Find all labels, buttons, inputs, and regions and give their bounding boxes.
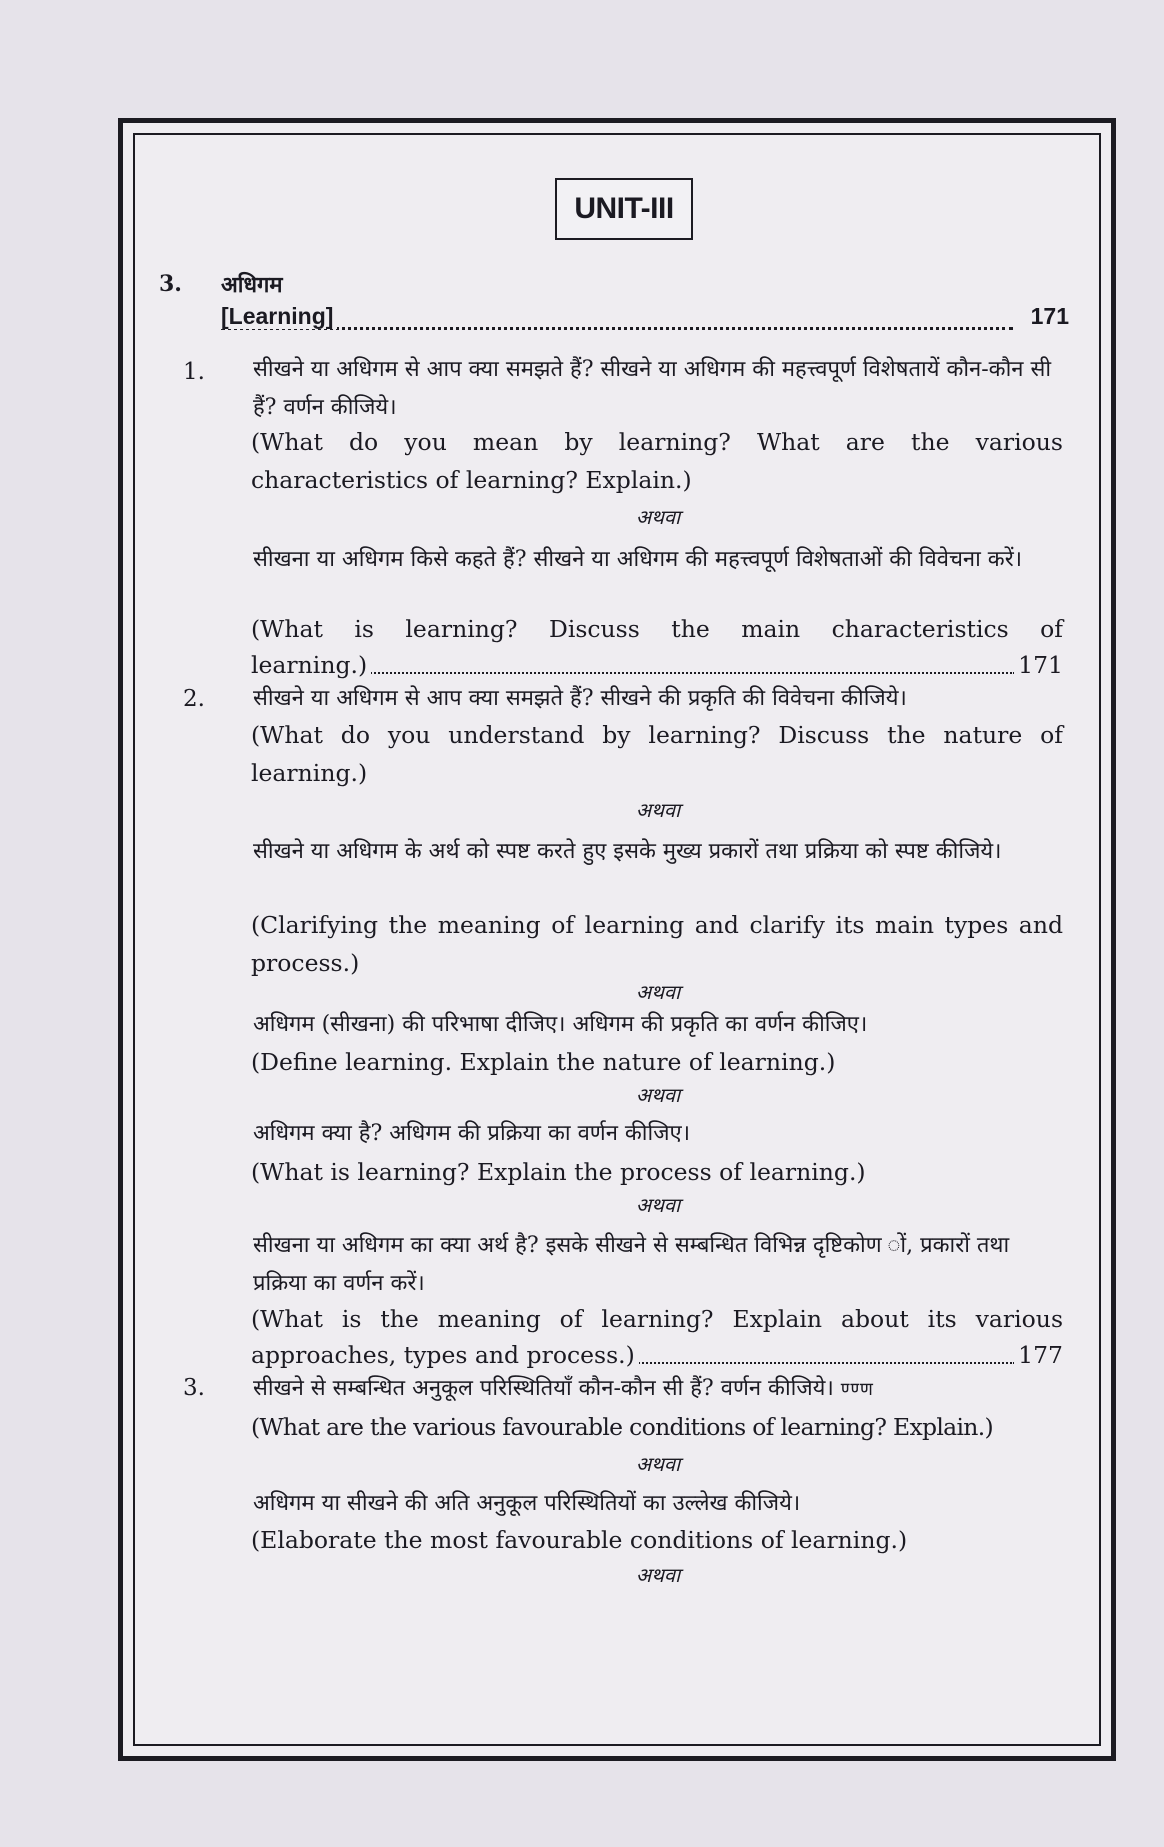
question-2-alt4-english: (What is the meaning of learning? Explain about its various — [251, 1305, 1063, 1333]
question-2-alt4-english-end: approaches, types and process.) — [251, 1341, 639, 1369]
section-title-english: [Learning] — [221, 303, 337, 329]
question-2-alt1-english: (Clarifying the meaning of learning and clarify its main types and process.) — [251, 911, 1063, 977]
section-page-number: 171 — [1027, 303, 1069, 330]
or-divider: अथवा — [635, 1083, 681, 1107]
unit-heading: UNIT-III — [555, 178, 693, 240]
question-2-ref-line — [251, 1336, 1063, 1374]
or-divider: अथवा — [635, 1563, 681, 1587]
question-3-number: 3. — [183, 1375, 205, 1401]
question-2-alt1-hindi: सीखने या अधिगम के अर्थ को स्पष्ट करते हुए इसके मुख्य प्रकारों तथा प्रक्रिया को स्पष्ट कीजिये। — [253, 839, 1002, 864]
section-title-line — [221, 303, 1069, 339]
question-2-hindi: सीखने या अधिगम से आप क्या समझते हैं? सीखने की प्रकृति की विवेचना कीजिये। — [253, 686, 907, 711]
question-1-page: 171 — [1014, 646, 1063, 684]
question-2-alt3-english: (What is learning? Explain the process of learning.) — [251, 1158, 866, 1186]
question-3-mark: ण्ण्ण — [840, 1379, 874, 1400]
question-1-alt-hindi: सीखना या अधिगम किसे कहते हैं? सीखने या अधिगम की महत्त्वपूर्ण विशेषताओं की विवेचना करें। — [253, 547, 1023, 572]
question-1-number: 1. — [183, 359, 205, 385]
question-3-hindi: सीखने से सम्बन्धित अनुकूल परिस्थितियाँ कौन-कौन सी हैं? वर्णन कीजिये। — [253, 1376, 834, 1401]
question-2-alt2-hindi: अधिगम (सीखना) की परिभाषा दीजिए। अधिगम की प्रकृति का वर्णन कीजिए। — [253, 1012, 868, 1037]
or-divider: अथवा — [635, 1452, 681, 1476]
or-divider: अथवा — [635, 1193, 681, 1217]
question-1-english: (What do you mean by learning? What are the various characteristics of learning? Explain.) — [251, 428, 1063, 494]
question-1-alt-english: (What is learning? Discuss the main characteristics of — [251, 615, 1063, 643]
question-2-alt3-hindi: अधिगम क्या है? अधिगम की प्रक्रिया का वर्णन कीजिए। — [253, 1121, 691, 1146]
or-divider: अथवा — [635, 505, 681, 529]
or-divider: अथवा — [635, 798, 681, 822]
question-3-alt-english: (Elaborate the most favourable conditions of learning.) — [251, 1526, 908, 1554]
question-2-page: 177 — [1014, 1336, 1063, 1374]
question-3-hindi-line — [253, 1370, 1063, 1409]
question-2-number: 2. — [183, 686, 205, 712]
question-3-english: (What are the various favourable conditions of learning? Explain.) — [251, 1413, 993, 1441]
question-2-english: (What do you understand by learning? Discuss the nature of learning.) — [251, 721, 1063, 787]
question-1-alt-english-end: learning.) — [251, 651, 371, 679]
or-divider: अथवा — [635, 980, 681, 1004]
question-3-alt-hindi: अधिगम या सीखने की अति अनुकूल परिस्थितियों का उल्लेख कीजिये। — [253, 1491, 801, 1516]
question-1-hindi: सीखने या अधिगम से आप क्या समझते हैं? सीखने या अधिगम की महत्त्वपूर्ण विशेषतायें कौन-कौन सी हैं? वर्णन कीजिये। — [253, 357, 1052, 420]
dot-leader — [221, 327, 1013, 330]
question-1-ref-line — [251, 646, 1063, 684]
question-2-alt2-english: (Define learning. Explain the nature of learning.) — [251, 1048, 836, 1076]
section-title-hindi: अधिगम — [221, 272, 283, 298]
question-2-alt4-hindi: सीखना या अधिगम का क्या अर्थ है? इसके सीखने से सम्बन्धित विभिन्न दृष्टिकोण ों, प्रकारों तथा प्रक्रिया का वर्णन करें। — [253, 1233, 1010, 1296]
section-number: 3. — [159, 271, 182, 297]
page-frame — [118, 118, 1116, 1761]
